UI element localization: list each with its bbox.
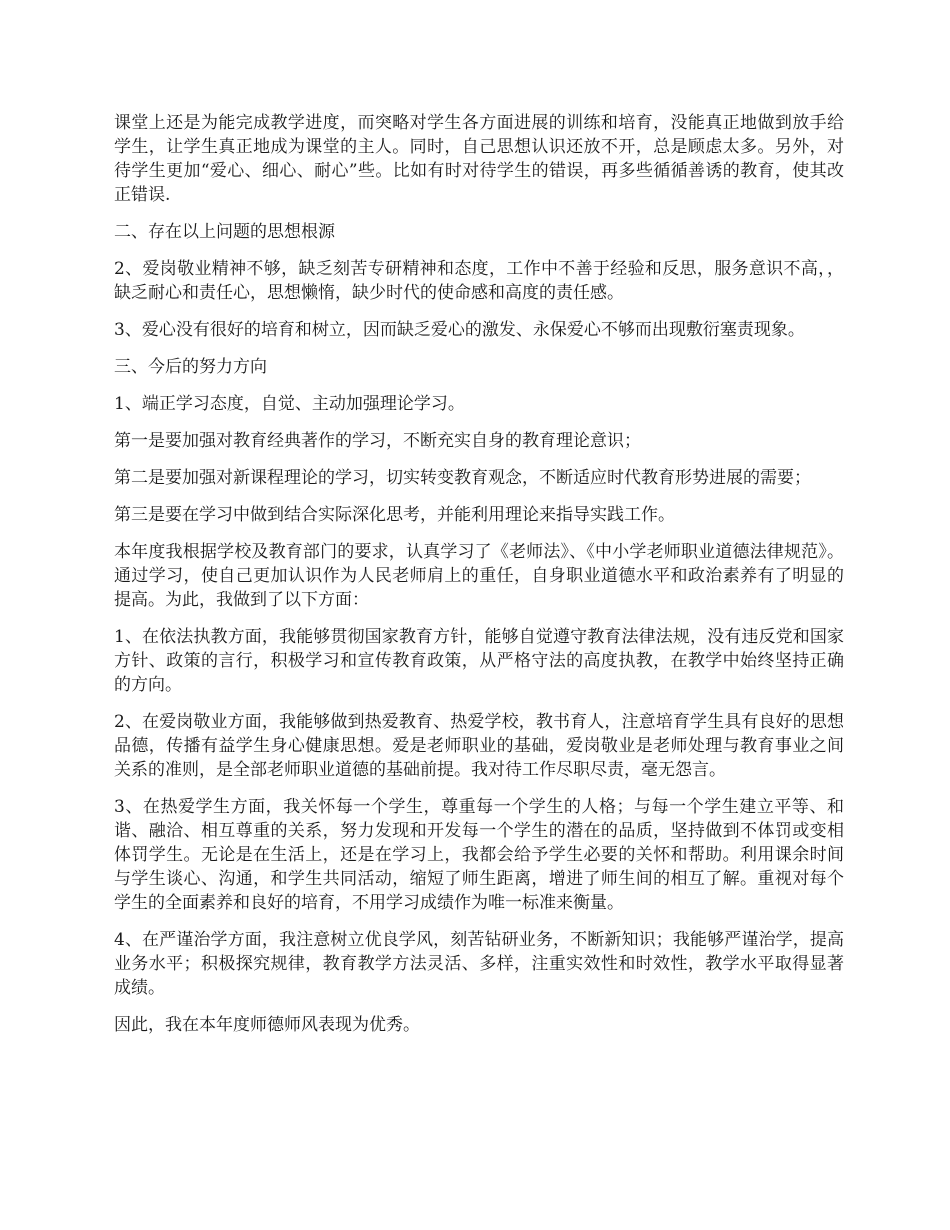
paragraph-law-teaching: 1、在依法执教方面，我能够贯彻国家教育方针，能够自觉遵守教育法律法规，没有违反党和国家方针、政策的言行，积极学习和宣传教育政策，从严格守法的高度执教，在教学中始终坚持正确的方向。 <box>114 627 844 695</box>
paragraph-rigorous-scholarship: 4、在严谨治学方面，我注意树立优良学风，刻苦钻研业务，不断新知识；我能够严谨治学，提高业务水平；积极探究规律，教育教学方法灵活、多样，注重实效性和时效性，教学水平取得显著成绩。 <box>114 930 844 998</box>
paragraph-dedication: 2、在爱岗敬业方面，我能够做到热爱教育、热爱学校，教书育人，注意培育学生具有良好的思想品德，传播有益学生身心健康思想。爱是老师职业的基础，爱岗敬业是老师处理与教育事业之间关系的准则，是全部老师职业道德的基础前提。我对待工作尽职尽责，毫无怨言。 <box>114 712 844 780</box>
paragraph-conclusion: 因此，我在本年度师德师风表现为优秀。 <box>114 1015 420 1035</box>
paragraph-second-point: 第二是要加强对新课程理论的学习，切实转变教育观念，不断适应时代教育形势进展的需要； <box>114 468 811 488</box>
document-body <box>114 111 844 1050</box>
paragraph-intro-shortcomings: 课堂上还是为能完成教学进度，而突略对学生各方面进展的训练和培育，没能真正地做到放手给学生，让学生真正地成为课堂的主人。同时，自己思想认识还放不开，总是顾虑太多。另外，对待学生更加“爱心、细心、耐心”些。比如有时对待学生的错误，再多些循循善诱的教育，使其改正错误. <box>114 113 844 205</box>
paragraph-direction-1: 1、端正学习态度，自觉、主动加强理论学习。 <box>114 394 465 414</box>
section-heading-future-direction: 三、今后的努力方向 <box>114 357 267 377</box>
paragraph-annual-study: 本年度我根据学校及教育部门的要求，认真学习了《老师法》、《中小学老师职业道德法律规范》。通过学习，使自己更加认识作为人民老师肩上的重任，自身职业道德水平和政治素养有了明显的提高。为此，我做到了以下方面： <box>114 542 844 610</box>
section-heading-root-causes: 二、存在以上问题的思想根源 <box>114 222 335 242</box>
paragraph-first-point: 第一是要加强对教育经典著作的学习，不断充实自身的教育理论意识； <box>114 431 641 451</box>
paragraph-cause-3: 3、爱心没有很好的培育和树立，因而缺乏爱心的激发、永保爱心不够而出现敷衍塞责现象。 <box>114 320 805 340</box>
paragraph-caring-students: 3、在热爱学生方面，我关怀每一个学生，尊重每一个学生的人格；与每一个学生建立平等、和谐、融洽、相互尊重的关系，努力发现和开发每一个学生的潜在的品质，坚持做到不体罚或变相体罚学生。无论是在生活上，还是在学习上，我都会给予学生必要的关怀和帮助。利用课余时间与学生谈心、沟通，和学生共同活动，缩短了师生距离，增进了师生间的相互了解。重视对每个学生的全面素养和良好的培育，不用学习成绩作为唯一标准来衡量。 <box>114 797 844 913</box>
paragraph-third-point: 第三是要在学习中做到结合实际深化思考，并能利用理论来指导实践工作。 <box>114 505 675 525</box>
paragraph-cause-2: 2、爱岗敬业精神不够，缺乏刻苦专研精神和态度，工作中不善于经验和反思，服务意识不高，，缺乏耐心和责任心，思想懒惰，缺少时代的使命感和高度的责任感。 <box>114 259 844 303</box>
